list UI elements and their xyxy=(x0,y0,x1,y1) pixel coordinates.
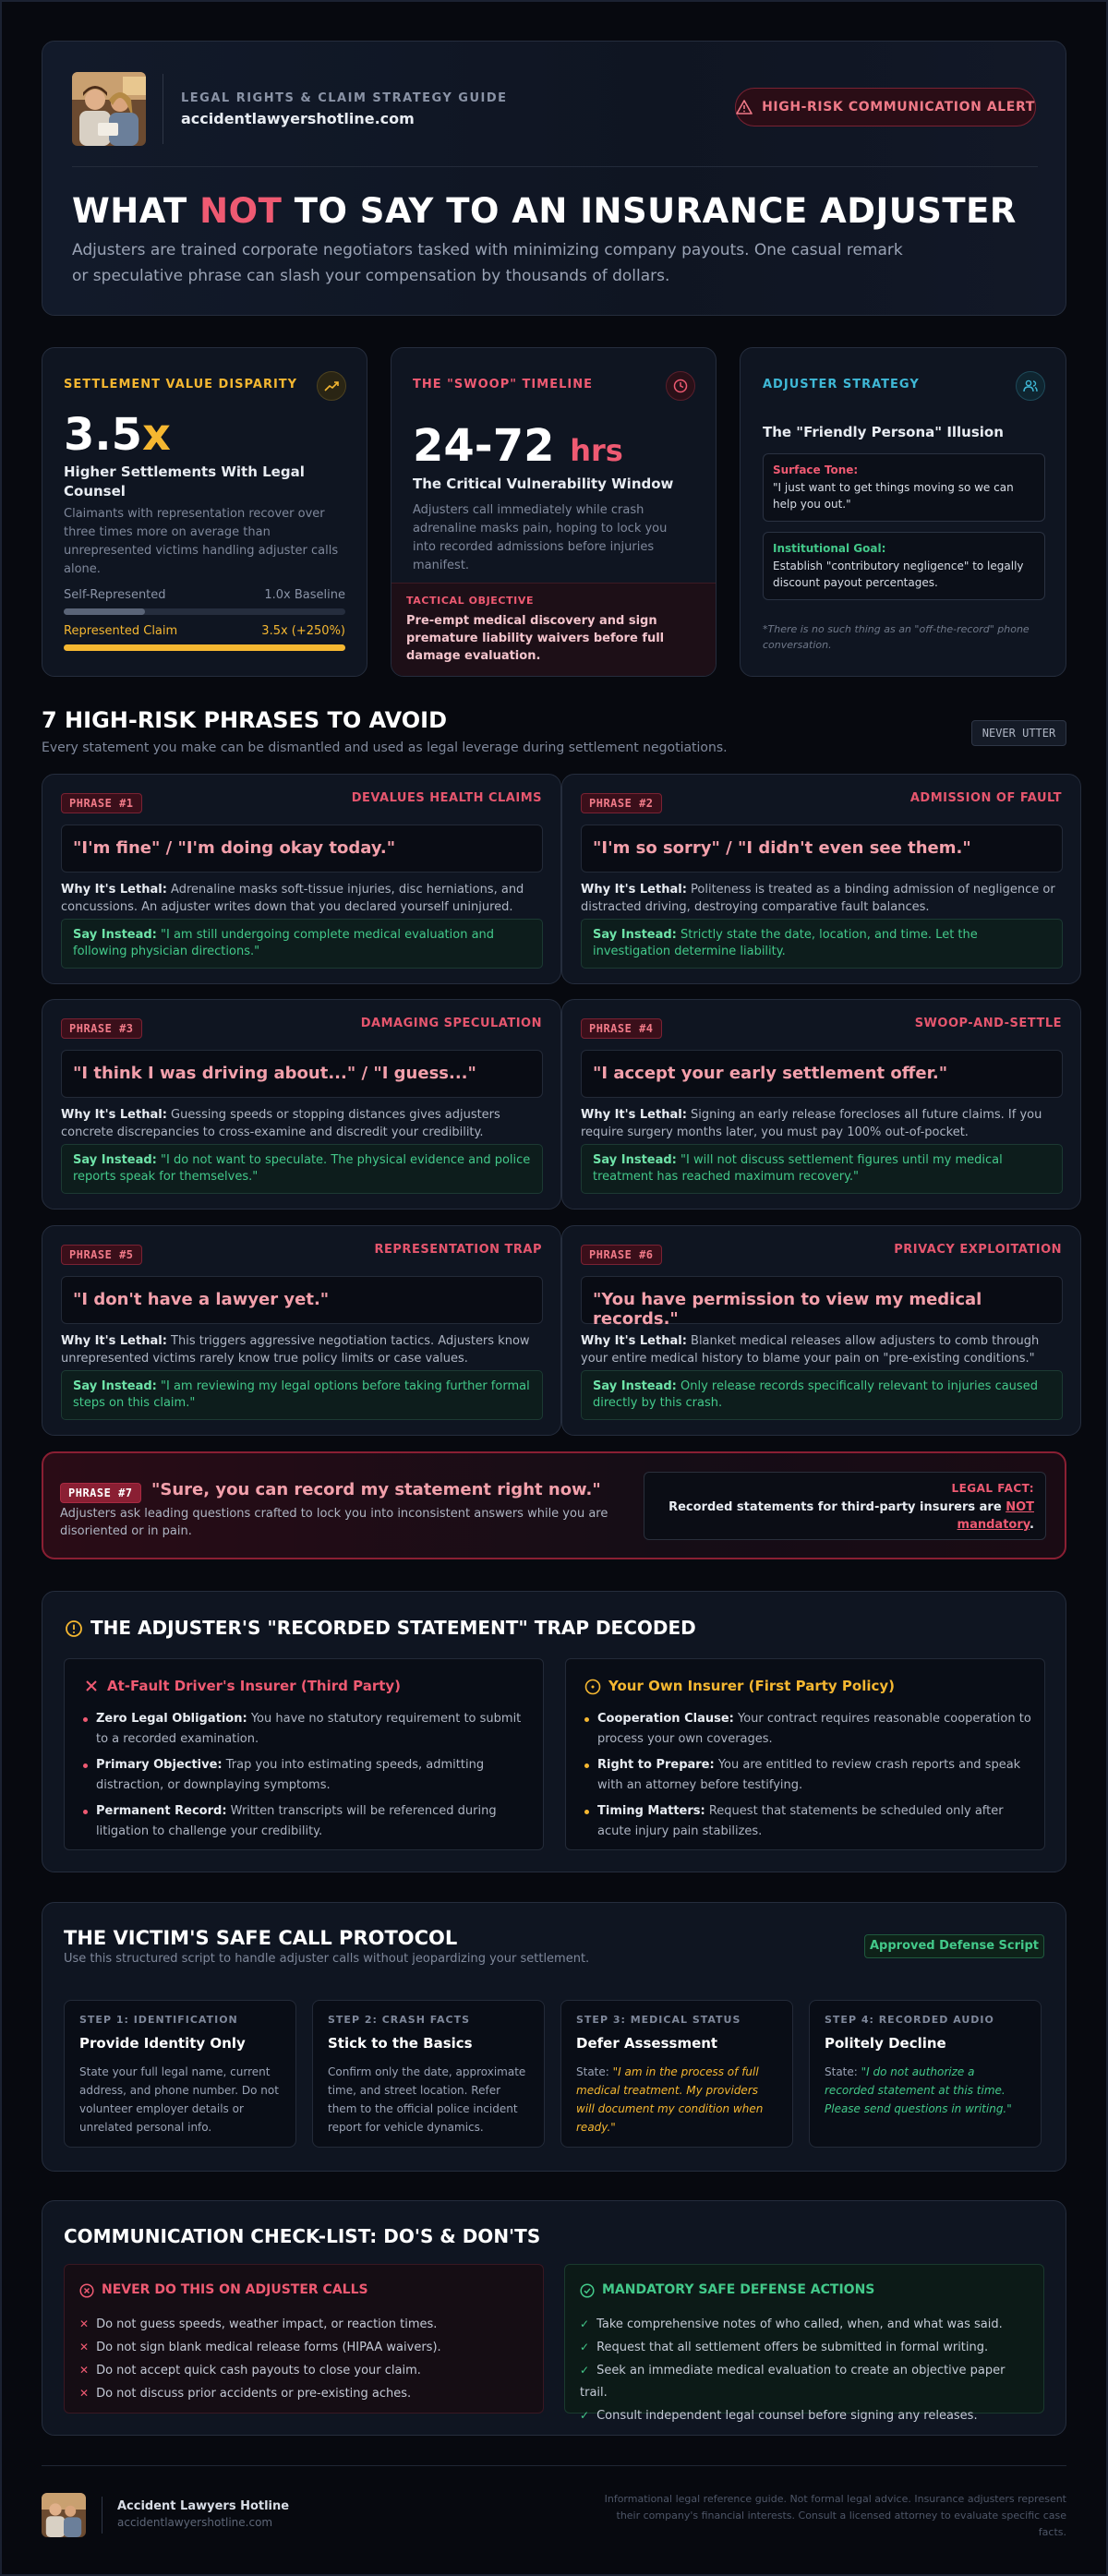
title-pre: WHAT xyxy=(72,191,200,231)
checklist-item xyxy=(580,2404,1032,2427)
bar1-track xyxy=(64,608,345,615)
checklist-text: Do not guess speeds, weather impact, or reaction times. xyxy=(96,2317,438,2331)
trap-item-text: Written transcripts will be referenced during litigation to challenge your credibility. xyxy=(96,1804,497,1838)
strategy-kicker: ADJUSTER STRATEGY xyxy=(763,378,920,391)
x-mark-icon: ✕ xyxy=(79,2364,90,2377)
trap-item-label: Right to Prepare: xyxy=(597,1758,715,1772)
first-party-title: Your Own Insurer (First Party Policy) xyxy=(608,1678,896,1694)
settlement-description: Claimants with representation recover over three times more on average than unrepresented victims handling adjuster calls alone. xyxy=(64,507,339,576)
phrase-why xyxy=(61,1106,546,1141)
never-panel xyxy=(64,2264,544,2413)
why-label: Why It's Lethal: xyxy=(61,1334,167,1348)
phrase-why xyxy=(581,881,1066,916)
step-kicker: STEP 2: CRASH FACTS xyxy=(328,2014,470,2026)
trap-list-item xyxy=(83,1801,536,1842)
legal-fact-body: Recorded statements for third-party insurers are xyxy=(668,1500,1006,1514)
checklist-item xyxy=(580,2359,1032,2404)
protocol-step xyxy=(64,2000,296,2148)
phrase-tag: PHRASE #2 xyxy=(581,793,662,813)
do-panel xyxy=(564,2264,1044,2423)
timeline-subtitle: The Critical Vulnerability Window xyxy=(413,475,674,492)
legal-fact-end: . xyxy=(1030,1518,1034,1532)
institutional-goal-label: Institutional Goal: xyxy=(773,542,886,555)
phrase-card xyxy=(42,774,561,984)
header-rule xyxy=(72,166,1038,167)
bullet-dot xyxy=(83,1763,88,1768)
footer-rule xyxy=(42,2465,1066,2466)
step-quote: "I am in the process of full medical treatment. My providers will document my condition when ready." xyxy=(576,2065,764,2134)
first-party-list xyxy=(584,1709,1037,1848)
info-circle-icon xyxy=(584,1679,601,1695)
phrase-quote: "I don't have a lawyer yet." xyxy=(61,1276,543,1324)
say-label: Say Instead: xyxy=(73,1153,157,1167)
phrase-category: REPRESENTATION TRAP xyxy=(374,1243,542,1257)
phrase-category: DEVALUES HEALTH CLAIMS xyxy=(351,791,542,805)
why-label: Why It's Lethal: xyxy=(581,1108,687,1122)
why-text: Guessing speeds or stopping distances gives adjusters concrete discrepancies to cross-examine and discredit your credibility. xyxy=(61,1108,500,1139)
title-emphasis: NOT xyxy=(199,191,283,231)
header-card xyxy=(42,41,1066,316)
phrase-7-quote: "Sure, you can record my statement right now." xyxy=(151,1480,601,1499)
timeline-stat-card xyxy=(391,347,717,677)
phrase-quote: "I accept your early settlement offer." xyxy=(581,1050,1063,1098)
settlement-subtitle: Higher Settlements With Legal Counsel xyxy=(64,463,305,500)
third-party-panel xyxy=(64,1658,544,1850)
why-text: This triggers aggressive negotiation tactics. Adjusters know unrepresented victims rarely know true policy limits or case values. xyxy=(61,1334,530,1366)
phrase-say-instead xyxy=(581,919,1063,969)
step-description: State your full legal name, current address, and phone number. Do not volunteer employer details or unrelated personal info. xyxy=(79,2065,279,2134)
do-list xyxy=(580,2313,1032,2427)
bullet-dot xyxy=(83,1810,88,1814)
trap-item-label: Timing Matters: xyxy=(597,1804,705,1818)
clock-icon xyxy=(666,371,695,401)
strategy-note: *There is no such thing as an "off-the-record" phone conversation. xyxy=(763,623,1030,651)
step-title: Stick to the Basics xyxy=(328,2035,473,2052)
bar2-value: 3.5x (+250%) xyxy=(261,624,345,638)
brand-tagline: LEGAL RIGHTS & CLAIM STRATEGY GUIDE xyxy=(181,91,508,105)
phrase-7-card xyxy=(42,1451,1066,1559)
phrase-card xyxy=(561,999,1081,1210)
why-text: Adrenaline masks soft-tissue injuries, disc herniations, and concussions. An adjuster writes down that you declared yourself uninjured. xyxy=(61,883,524,914)
why-label: Why It's Lethal: xyxy=(61,883,167,897)
say-label: Say Instead: xyxy=(593,1153,677,1167)
checklist-text: Do not sign blank medical release forms (HIPAA waivers). xyxy=(96,2341,441,2354)
step-title: Provide Identity Only xyxy=(79,2035,246,2052)
bar1-fill xyxy=(64,608,145,615)
timeline-description: Adjusters call immediately while crash adrenaline masks pain, hoping to lock you into recorded admissions before injuries manifest. xyxy=(413,503,668,572)
protocol-title: THE VICTIM'S SAFE CALL PROTOCOL xyxy=(64,1927,458,1949)
do-title: MANDATORY SAFE DEFENSE ACTIONS xyxy=(602,2282,875,2297)
checklist-text: Take comprehensive notes of who called, when, and what was said. xyxy=(596,2317,1003,2331)
say-text: "I am reviewing my legal options before taking further formal steps on this claim." xyxy=(73,1379,530,1410)
trap-list-item xyxy=(83,1709,536,1750)
x-circle-icon xyxy=(79,2283,94,2298)
trap-item-label: Zero Legal Obligation: xyxy=(96,1712,247,1726)
risk-alert-badge xyxy=(735,88,1036,126)
legal-fact-text xyxy=(656,1499,1034,1534)
phrase-tag: PHRASE #5 xyxy=(61,1245,142,1265)
institutional-goal-box xyxy=(763,532,1045,600)
x-icon xyxy=(85,1679,98,1692)
footer-site[interactable]: accidentlawyershotline.com xyxy=(117,2516,273,2529)
phrase-card xyxy=(42,999,561,1210)
check-circle-icon xyxy=(580,2283,595,2298)
settlement-stat-card xyxy=(42,347,367,677)
phrase-why xyxy=(581,1106,1066,1141)
settlement-big-number xyxy=(64,409,171,461)
trap-item-text: Request that statements be scheduled only after acute injury pain stabilizes. xyxy=(597,1804,1004,1838)
say-text: Strictly state the date, location, and time. Let the investigation determine liability. xyxy=(593,928,978,958)
phrase-why xyxy=(61,881,546,916)
phrase-say-instead xyxy=(581,1144,1063,1194)
protocol-step xyxy=(809,2000,1042,2148)
settlement-kicker: SETTLEMENT VALUE DISPARITY xyxy=(64,378,298,391)
objective-text: Pre-empt medical discovery and sign premature liability waivers before full damage evaluation. xyxy=(406,614,665,663)
settlement-multiplier: 3.5 xyxy=(64,409,143,461)
settlement-x: x xyxy=(142,409,171,461)
footer-photo-logo xyxy=(42,2493,86,2537)
header-lead: Adjusters are trained corporate negotiators tasked with minimizing company payouts. One casual remark or speculative phrase can slash your compensation by thousands of dollars. xyxy=(72,241,903,285)
phrase-tag: PHRASE #6 xyxy=(581,1245,662,1265)
phrase-7-tag: PHRASE #7 xyxy=(60,1483,141,1503)
institutional-goal-text: Establish "contributory negligence" to legally discount payout percentages. xyxy=(773,560,1024,589)
risk-alert-text: HIGH-RISK COMMUNICATION ALERT xyxy=(762,100,1035,114)
phrases-section-title: 7 HIGH-RISK PHRASES TO AVOID xyxy=(42,707,447,733)
bar2-track xyxy=(64,644,345,651)
phrase-quote: "I'm so sorry" / "I didn't even see them." xyxy=(581,825,1063,873)
title-post: TO SAY TO AN INSURANCE ADJUSTER xyxy=(282,191,1017,231)
bar1-value: 1.0x Baseline xyxy=(264,588,345,602)
phrases-section-subtitle: Every statement you make can be dismantled and used as legal leverage during settlement negotiations. xyxy=(42,740,728,755)
timeline-big-number xyxy=(413,420,623,472)
step-kicker: STEP 1: IDENTIFICATION xyxy=(79,2014,238,2026)
checkmark-icon: ✓ xyxy=(580,2317,590,2330)
footer-disclaimer: Informational legal reference guide. Not formal legal advice. Insurance adjusters represent their company's financial interests. Consult a licensed attorney to evaluate specific case facts. xyxy=(604,2493,1066,2538)
checklist-item xyxy=(79,2359,532,2382)
checklist-text: Do not discuss prior accidents or pre-existing aches. xyxy=(96,2387,412,2401)
why-label: Why It's Lethal: xyxy=(581,1334,687,1348)
checklist-title: COMMUNICATION CHECK-LIST: DO'S & DON'TS xyxy=(64,2225,541,2247)
checklist-item xyxy=(79,2382,532,2405)
why-text: Politeness is treated as a binding admission of negligence or distracted driving, destroying comparative fault balances. xyxy=(581,883,1055,914)
checkmark-icon: ✓ xyxy=(580,2364,590,2377)
say-label: Say Instead: xyxy=(73,1379,157,1393)
step-kicker: STEP 4: RECORDED AUDIO xyxy=(825,2014,994,2026)
checklist-item xyxy=(580,2336,1032,2359)
checklist-item xyxy=(79,2313,532,2336)
footer-name: Accident Lawyers Hotline xyxy=(117,2499,290,2513)
protocol-subtitle: Use this structured script to handle adjuster calls without jeopardizing your settlement. xyxy=(64,1952,590,1966)
protocol-step xyxy=(560,2000,793,2148)
trap-item-text: You have no statutory requirement to submit to a recorded examination. xyxy=(96,1712,522,1746)
x-mark-icon: ✕ xyxy=(79,2341,90,2353)
say-label: Say Instead: xyxy=(73,928,157,942)
step-kicker: STEP 3: MEDICAL STATUS xyxy=(576,2014,741,2026)
trap-decoded-card xyxy=(42,1591,1066,1872)
timeline-unit: hrs xyxy=(570,433,623,468)
say-text: "I will not discuss settlement figures until my medical treatment has reached maximum recovery." xyxy=(593,1153,1003,1184)
step-description: Confirm only the date, approximate time, and street location. Refer them to the official police incident report for vehicle dynamics. xyxy=(328,2065,526,2134)
bullet-dot xyxy=(584,1763,589,1768)
trap-item-text: Your contract requires reasonable cooperation to process your own coverages. xyxy=(597,1712,1031,1746)
first-party-panel xyxy=(565,1658,1045,1850)
approved-script-badge: Approved Defense Script xyxy=(864,1934,1044,1958)
phrase-say-instead xyxy=(61,919,543,969)
phrase-category: PRIVACY EXPLOITATION xyxy=(894,1243,1062,1257)
users-icon xyxy=(1016,371,1045,401)
third-party-title: At-Fault Driver's Insurer (Third Party) xyxy=(107,1678,402,1694)
x-mark-icon: ✕ xyxy=(79,2317,90,2330)
phrase-say-instead xyxy=(61,1370,543,1420)
page-title xyxy=(72,191,1017,231)
checklist-text: Request that all settlement offers be submitted in formal writing. xyxy=(596,2341,989,2354)
phrase-tag: PHRASE #3 xyxy=(61,1018,142,1039)
legal-fact-link[interactable]: NOT mandatory xyxy=(957,1500,1034,1532)
surface-tone-text: "I just want to get things moving so we can help you out." xyxy=(773,481,1014,511)
phrase-7-description: Adjusters ask leading questions crafted to lock you into inconsistent answers while you are disoriented or in pain. xyxy=(60,1507,608,1538)
say-label: Say Instead: xyxy=(593,1379,677,1393)
bar2-fill xyxy=(64,644,345,651)
x-mark-icon: ✕ xyxy=(79,2387,90,2400)
checkmark-icon: ✓ xyxy=(580,2341,590,2353)
bullet-dot xyxy=(584,1717,589,1722)
trap-item-label: Cooperation Clause: xyxy=(597,1712,734,1726)
why-label: Why It's Lethal: xyxy=(61,1108,167,1122)
phrase-quote: "I think I was driving about..." / "I guess..." xyxy=(61,1050,543,1098)
phrase-quote: "I'm fine" / "I'm doing okay today." xyxy=(61,825,543,873)
strategy-stat-card xyxy=(740,347,1066,677)
phrase-why xyxy=(581,1332,1066,1367)
protocol-step xyxy=(312,2000,545,2148)
trap-item-label: Primary Objective: xyxy=(96,1758,223,1772)
trap-title: THE ADJUSTER'S "RECORDED STATEMENT" TRAP DECODED xyxy=(90,1617,696,1639)
why-label: Why It's Lethal: xyxy=(581,883,687,897)
step-description xyxy=(825,2063,1026,2118)
trap-list-item xyxy=(83,1755,536,1796)
say-text: "I do not want to speculate. The physical evidence and police reports speak for themselves." xyxy=(73,1153,531,1184)
trap-list-item xyxy=(584,1801,1037,1842)
strategy-title: The "Friendly Persona" Illusion xyxy=(763,424,1004,440)
step-description xyxy=(576,2063,777,2137)
phrase-why xyxy=(61,1332,546,1367)
step-title: Politely Decline xyxy=(825,2035,946,2052)
phrase-category: SWOOP-AND-SETTLE xyxy=(914,1017,1062,1030)
phrase-card xyxy=(42,1225,561,1436)
objective-label: TACTICAL OBJECTIVE xyxy=(406,595,535,607)
bar2-label: Represented Claim xyxy=(64,624,178,638)
checklist-item xyxy=(79,2336,532,2359)
surface-tone-box xyxy=(763,453,1045,522)
never-list xyxy=(79,2313,532,2405)
checkmark-icon: ✓ xyxy=(580,2409,590,2422)
trap-list-item xyxy=(584,1755,1037,1796)
phrase-card xyxy=(561,774,1081,984)
step-prefix: State: xyxy=(576,2065,613,2078)
never-title: NEVER DO THIS ON ADJUSTER CALLS xyxy=(102,2282,368,2297)
phrase-say-instead xyxy=(61,1144,543,1194)
phrase-card xyxy=(561,1225,1081,1436)
checklist-text: Consult independent legal counsel before signing any releases. xyxy=(596,2409,978,2423)
trap-list-item xyxy=(584,1709,1037,1750)
bullet-dot xyxy=(83,1717,88,1722)
legal-fact-box xyxy=(644,1472,1046,1540)
checklist-text: Do not accept quick cash payouts to close your claim. xyxy=(96,2364,421,2377)
bar1-label: Self-Represented xyxy=(64,588,166,602)
brand-site: accidentlawyershotline.com xyxy=(181,110,415,127)
phrase-quote: "You have permission to view my medical records." xyxy=(581,1276,1063,1324)
legal-fact-label: LEGAL FACT: xyxy=(951,1482,1034,1495)
bullet-dot xyxy=(584,1810,589,1814)
trap-item-text: You are entitled to review crash reports and speak with an attorney before testifying. xyxy=(597,1758,1021,1792)
never-utter-badge: NEVER UTTER xyxy=(971,720,1066,746)
surface-tone-label: Surface Tone: xyxy=(773,463,859,476)
trending-up-icon xyxy=(317,371,346,401)
checklist-item xyxy=(580,2313,1032,2336)
step-title: Defer Assessment xyxy=(576,2035,718,2052)
phrase-category: DAMAGING SPECULATION xyxy=(360,1017,542,1030)
alert-circle-icon xyxy=(65,1619,83,1638)
say-label: Say Instead: xyxy=(593,928,677,942)
trap-item-label: Permanent Record: xyxy=(96,1804,227,1818)
phrase-say-instead xyxy=(581,1370,1063,1420)
timeline-hours: 24-72 xyxy=(413,420,555,472)
phrase-tag: PHRASE #4 xyxy=(581,1018,662,1039)
phrase-category: ADMISSION OF FAULT xyxy=(909,791,1062,805)
phrase-tag: PHRASE #1 xyxy=(61,793,142,813)
say-text: "I am still undergoing complete medical evaluation and following physician directions." xyxy=(73,928,495,958)
step-prefix: State: xyxy=(825,2065,861,2078)
brand-photo-logo xyxy=(72,72,146,146)
say-text: Only release records specifically relevant to injuries caused directly by this crash. xyxy=(593,1379,1038,1410)
step-quote: "I do not authorize a recorded statement at this time. Please send questions in writing." xyxy=(825,2065,1012,2115)
why-text: Blanket medical releases allow adjusters to comb through your entire medical history to blame your pain on "pre-existing conditions." xyxy=(581,1334,1040,1366)
checklist-text: Seek an immediate medical evaluation to create an objective paper trail. xyxy=(580,2364,1006,2400)
timeline-kicker: THE "SWOOP" TIMELINE xyxy=(413,378,593,391)
warning-icon xyxy=(736,100,753,114)
third-party-list xyxy=(83,1709,536,1848)
trap-item-text: Trap you into estimating speeds, admitting distraction, or downplaying symptoms. xyxy=(96,1758,485,1792)
why-text: Signing an early release forecloses all future claims. If you require surgery months later, you must pay 100% out-of-pocket. xyxy=(581,1108,1042,1139)
